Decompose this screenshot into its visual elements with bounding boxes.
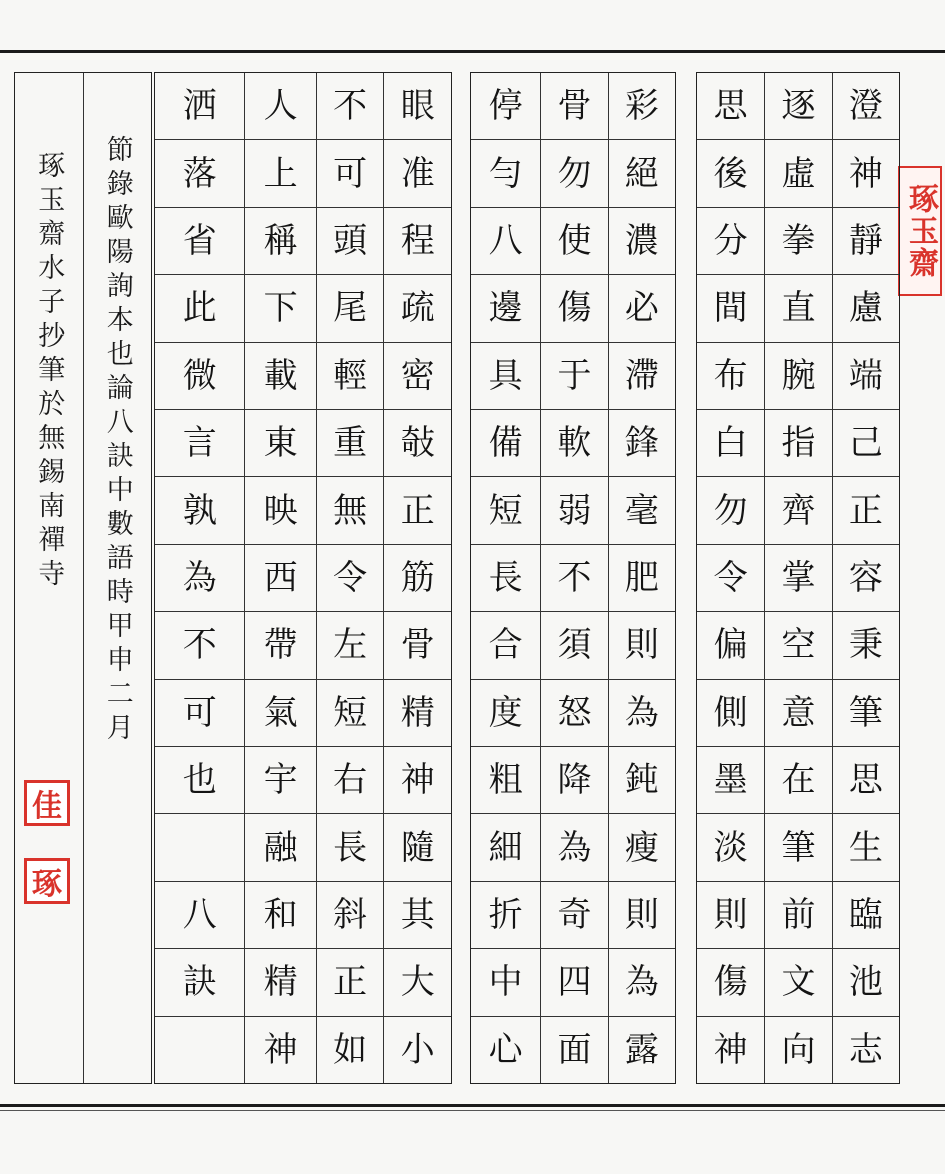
seal-stamp-top-right — [898, 166, 942, 296]
grid-cell-character: 頭 — [317, 208, 384, 275]
grid-cell-character: 面 — [557, 1029, 592, 1070]
grid-cell-character: 也 — [155, 747, 244, 814]
grid-cell-character: 重 — [317, 410, 384, 477]
grid-cell-character: 斜 — [317, 882, 384, 949]
grid-cell-character: 言 — [155, 410, 244, 477]
grid-cell-character: 神 — [713, 1029, 748, 1070]
grid-cell-character: 正 — [384, 477, 451, 544]
annotation-text-2: 琢玉齋水子抄筆於無錫南禪寺 — [33, 151, 65, 593]
grid-cell-character: 宇 — [245, 747, 316, 814]
grid-cell-character: 如 — [333, 1029, 368, 1070]
grid-cell-character: 不 — [155, 612, 244, 679]
grid-cell-character: 淡 — [697, 814, 764, 881]
grid-cell-character: 腕 — [765, 343, 831, 410]
grid-cell-character: 氣 — [245, 680, 316, 747]
grid-cell-character: 短 — [471, 477, 540, 544]
grid-cell-character: 折 — [471, 882, 540, 949]
grid-cell-character: 備 — [471, 410, 540, 477]
grid-cell-character: 墨 — [697, 747, 764, 814]
grid-cell-character: 奇 — [541, 882, 607, 949]
grid-cell-character: 其 — [384, 882, 451, 949]
grid-column-7 — [383, 73, 451, 1083]
grid-cell-character: 疏 — [384, 275, 451, 342]
grid-cell-character: 精 — [245, 949, 316, 1016]
grid-cell-character: 精 — [384, 680, 451, 747]
grid-cell-character: 訣 — [155, 949, 244, 1016]
grid-cell-character: 空 — [765, 612, 831, 679]
grid-cell-character: 臨 — [833, 882, 899, 949]
grid-column-9 — [244, 73, 316, 1083]
grid-cell-character: 勿 — [541, 140, 607, 207]
grid-cell-character: 指 — [765, 410, 831, 477]
grid-cell-character: 令 — [317, 545, 384, 612]
grid-cell-character: 絕 — [609, 140, 675, 207]
grid-cell-character: 左 — [317, 612, 384, 679]
grid-cell-character: 落 — [155, 140, 244, 207]
grid-column-10 — [155, 73, 244, 1083]
grid-cell-character: 後 — [697, 140, 764, 207]
grid-cell-character: 長 — [317, 814, 384, 881]
annotation-column-2 — [15, 73, 83, 1083]
grid-cell-character: 軟 — [541, 410, 607, 477]
grid-cell-character: 向 — [781, 1029, 816, 1070]
grid-cell-character: 間 — [697, 275, 764, 342]
grid-cell-character: 露 — [624, 1029, 659, 1070]
grid-cell-character: 西 — [245, 545, 316, 612]
grid-cell-character: 為 — [541, 814, 607, 881]
grid-cell-character: 筋 — [384, 545, 451, 612]
grid-cell-character: 度 — [471, 680, 540, 747]
grid-cell-character: 彩 — [609, 73, 675, 140]
grid-cell-character: 虛 — [765, 140, 831, 207]
grid-cell-character: 可 — [317, 140, 384, 207]
grid-cell-character: 映 — [245, 477, 316, 544]
grid-cell-character: 尾 — [317, 275, 384, 342]
grid-cell-character: 文 — [765, 949, 831, 1016]
grid-cell-character: 傷 — [541, 275, 607, 342]
grid-column-6 — [471, 73, 540, 1083]
grid-cell-character: 長 — [471, 545, 540, 612]
grid-cell-character: 志 — [848, 1029, 883, 1070]
grid-cell-character: 則 — [697, 882, 764, 949]
grid-cell-character: 孰 — [155, 477, 244, 544]
grid-cell-character: 為 — [155, 545, 244, 612]
grid-cell-character: 端 — [833, 343, 899, 410]
grid-cell-character: 布 — [697, 343, 764, 410]
grid-cell-character — [155, 814, 244, 881]
grid-cell-character: 筆 — [765, 814, 831, 881]
grid-column-8 — [316, 73, 384, 1083]
bottom-thin-rule — [0, 1110, 945, 1111]
grid-cell-character: 令 — [697, 545, 764, 612]
grid-cell-character: 偏 — [697, 612, 764, 679]
grid-cell-character: 無 — [317, 477, 384, 544]
grid-cell-character: 邊 — [471, 275, 540, 342]
annotation-block — [14, 72, 152, 1084]
grid-cell-character: 必 — [609, 275, 675, 342]
grid-column-3 — [697, 73, 764, 1083]
grid-cell-character: 稱 — [245, 208, 316, 275]
grid-cell-character: 怒 — [541, 680, 607, 747]
grid-cell-character: 上 — [245, 140, 316, 207]
grid-cell-character: 勿 — [697, 477, 764, 544]
grid-cell-character: 八 — [155, 882, 244, 949]
grid-cell-character: 滯 — [609, 343, 675, 410]
grid-cell-character: 正 — [833, 477, 899, 544]
annotation-text-1: 節錄歐陽詢本也論八訣中數語時甲申二月 — [101, 135, 133, 747]
grid-cell-character: 在 — [765, 747, 831, 814]
grid-cell-character: 小 — [400, 1029, 435, 1070]
grid-cell-character: 具 — [471, 343, 540, 410]
grid-cell-character: 鋒 — [609, 410, 675, 477]
grid-cell-character: 下 — [245, 275, 316, 342]
grid-cell-character: 秉 — [833, 612, 899, 679]
grid-cell-character: 粗 — [471, 747, 540, 814]
grid-cell-character: 毫 — [609, 477, 675, 544]
grid-cell-character: 筆 — [833, 680, 899, 747]
bottom-border-rule — [0, 1104, 945, 1107]
grid-cell-character: 意 — [765, 680, 831, 747]
grid-cell-character: 隨 — [384, 814, 451, 881]
grid-block-2 — [470, 72, 676, 1084]
grid-cell-character: 池 — [833, 949, 899, 1016]
grid-cell-character: 合 — [471, 612, 540, 679]
grid-cell-character: 前 — [765, 882, 831, 949]
grid-cell-character: 省 — [155, 208, 244, 275]
grid-block-3 — [154, 72, 452, 1084]
grid-cell-character: 心 — [488, 1029, 523, 1070]
grid-cell-character: 不 — [317, 73, 384, 140]
grid-cell-character: 人 — [245, 73, 316, 140]
grid-cell-character: 齊 — [765, 477, 831, 544]
grid-cell-character: 不 — [541, 545, 607, 612]
grid-cell-character: 澄 — [833, 73, 899, 140]
grid-cell-character: 為 — [609, 949, 675, 1016]
grid-cell-character: 停 — [471, 73, 540, 140]
grid-cell-character: 骨 — [541, 73, 607, 140]
grid-cell-character: 載 — [245, 343, 316, 410]
grid-cell-character: 敧 — [384, 410, 451, 477]
grid-cell-character: 掌 — [765, 545, 831, 612]
grid-cell-character: 鈍 — [609, 747, 675, 814]
grid-cell-character: 微 — [155, 343, 244, 410]
grid-column-5 — [540, 73, 607, 1083]
grid-cell-character: 短 — [317, 680, 384, 747]
grid-cell-character: 輕 — [317, 343, 384, 410]
grid-cell-character: 瘦 — [609, 814, 675, 881]
grid-cell-character: 准 — [384, 140, 451, 207]
grid-cell-character: 程 — [384, 208, 451, 275]
grid-cell-character: 肥 — [609, 545, 675, 612]
grid-column-2 — [764, 73, 831, 1083]
grid-cell-character: 右 — [317, 747, 384, 814]
grid-cell-character: 帶 — [245, 612, 316, 679]
grid-cell-character: 則 — [609, 882, 675, 949]
grid-cell-character: 融 — [245, 814, 316, 881]
grid-cell-character: 神 — [833, 140, 899, 207]
grid-cell-character: 密 — [384, 343, 451, 410]
grid-cell-character: 八 — [471, 208, 540, 275]
grid-cell-character: 思 — [697, 73, 764, 140]
grid-cell-character: 為 — [609, 680, 675, 747]
grid-cell-character: 東 — [245, 410, 316, 477]
grid-cell-character: 眼 — [384, 73, 451, 140]
seal-stamp-bottom-left-1: 佳 — [24, 780, 70, 826]
grid-cell-character: 濃 — [609, 208, 675, 275]
grid-cell-character: 骨 — [384, 612, 451, 679]
grid-cell-character: 和 — [245, 882, 316, 949]
grid-cell-character: 靜 — [833, 208, 899, 275]
grid-cell-character: 神 — [384, 747, 451, 814]
grid-cell-character: 逐 — [765, 73, 831, 140]
grid-cell-character: 側 — [697, 680, 764, 747]
annotation-column-1 — [83, 73, 152, 1083]
grid-cell-character: 正 — [317, 949, 384, 1016]
grid-cell-character: 思 — [833, 747, 899, 814]
grid-cell-character: 于 — [541, 343, 607, 410]
grid-cell-character: 使 — [541, 208, 607, 275]
grid-column-4 — [608, 73, 675, 1083]
grid-cell-character: 分 — [697, 208, 764, 275]
grid-cell-character: 生 — [833, 814, 899, 881]
grid-cell-character: 須 — [541, 612, 607, 679]
grid-cell-character: 己 — [833, 410, 899, 477]
grid-cell-character: 洒 — [155, 73, 244, 140]
grid-cell-character: 慮 — [833, 275, 899, 342]
grid-cell-character: 直 — [765, 275, 831, 342]
grid-cell-character: 四 — [541, 949, 607, 1016]
grid-cell-character: 降 — [541, 747, 607, 814]
grid-cell-character: 大 — [384, 949, 451, 1016]
grid-block-1 — [696, 72, 900, 1084]
grid-cell-character: 弱 — [541, 477, 607, 544]
grid-cell-character: 可 — [155, 680, 244, 747]
grid-cell-character: 傷 — [697, 949, 764, 1016]
grid-cell-character: 拳 — [765, 208, 831, 275]
grid-cell-character: 白 — [697, 410, 764, 477]
grid-cell-character: 則 — [609, 612, 675, 679]
grid-cell-character: 細 — [471, 814, 540, 881]
seal-stamp-bottom-left-2: 琢 — [24, 858, 70, 904]
top-border-rule — [0, 50, 945, 53]
grid-cell-character — [155, 1017, 244, 1083]
grid-cell-character: 神 — [263, 1029, 298, 1070]
grid-cell-character: 容 — [833, 545, 899, 612]
grid-cell-character: 勻 — [471, 140, 540, 207]
seal-top-text: 琢玉齋 — [903, 183, 938, 279]
grid-cell-character: 此 — [155, 275, 244, 342]
grid-cell-character: 中 — [471, 949, 540, 1016]
grid-column-1 — [832, 73, 899, 1083]
